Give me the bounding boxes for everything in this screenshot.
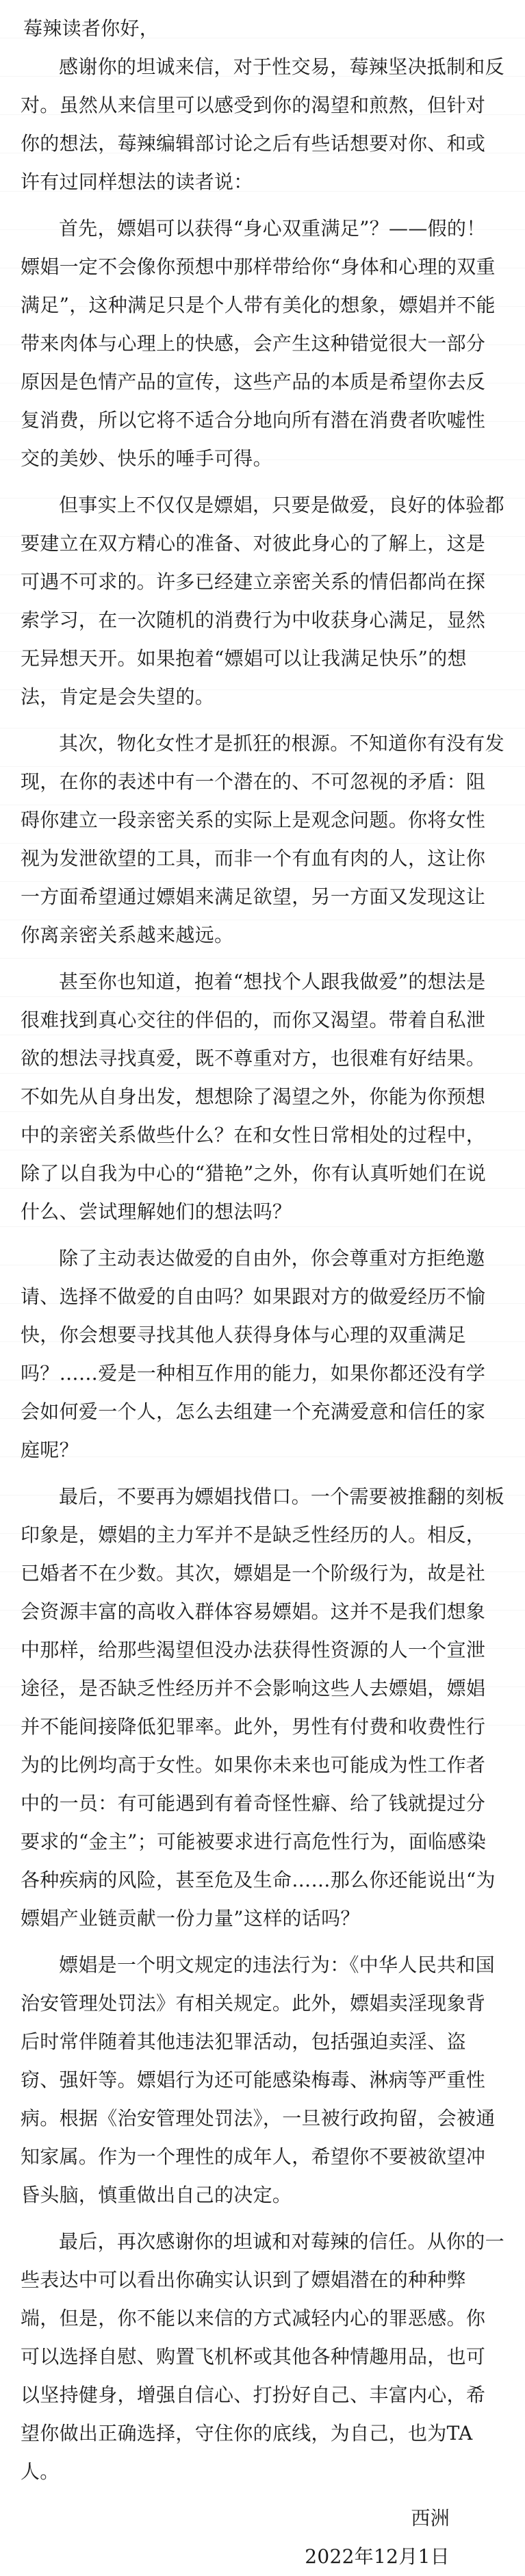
letter-closing xyxy=(21,2499,504,2576)
letter-date: 2022年12月1日 xyxy=(305,2545,450,2568)
letter-paragraph-8: 嫖娼是一个明文规定的违法行为：《中华人民共和国治安管理处罚法》有相关规定。此外，嫖娼卖淫现象背后时常伴随着其他违法犯罪活动，包括强迫卖淫、盗窃、强奸等。嫖娼行为还可能感染梅毒、淋病等严重性病。根据《治安管理处罚法》，一旦被行政拘留，会被通知家属。作为一个理性的成年人，希望你不要被欲望冲昏头脑，慎重做出自己的决定。 xyxy=(21,1954,496,2206)
letter-paragraph-1: 感谢你的坦诚来信，对于性交易，莓辣坚决抵制和反对。虽然从来信里可以感受到你的渴望和煎熬，但针对你的想法，莓辣编辑部讨论之后有些话想要对你、和或许有过同样想法的读者说： xyxy=(21,55,504,193)
letter-paragraph-6: 除了主动表达做爱的自由外，你会尊重对方拒绝邀请、选择不做爱的自由吗？如果跟对方的做爱经历不愉快，你会想要寻找其他人获得身体与心理的双重满足吗？……爱是一种相互作用的能力，如果你都还没有学会如何爱一个人，怎么去组建一个充满爱意和信任的家庭呢？ xyxy=(21,1247,486,1461)
letter-signature: 西洲 xyxy=(411,2507,450,2529)
letter-salutation: 莓辣读者你好， xyxy=(23,17,159,40)
letter-paragraph-9: 最后，再次感谢你的坦诚和对莓辣的信任。从你的一些表达中可以看出你确实认识到了嫖娼潜在的种种弊端，但是，你不能以来信的方式减轻内心的罪恶感。你可以选择自慰、购置飞机杯或其他各种情趣用品，也可以坚持健身，增强自信心、打扮好自己、丰富内心，希望你做出正确选择，守住你的底线，为自己，也为TA人。 xyxy=(21,2230,504,2483)
letter-paragraph-2: 首先，嫖娼可以获得“身心双重满足”？——假的！嫖娼一定不会像你预想中那样带给你“身体和心理的双重满足”，这种满足只是个人带有美化的想象，嫖娼并不能带来肉体与心理上的快感，会产生这种错觉很大一部分原因是色情产品的宣传，这些产品的本质是希望你去反复消费，所以它将不适合分地向所有潜在消费者吹嘘性交的美妙、快乐的唾手可得。 xyxy=(21,217,496,470)
letter-paragraph-3: 但事实上不仅仅是嫖娼，只要是做爱，良好的体验都要建立在双方精心的准备、对彼此身心的了解上，这是可遇不可求的。许多已经建立亲密关系的情侣都尚在探索学习，在一次随机的消费行为中收获身心满足，显然无异想天开。如果抱着“嫖娼可以让我满足快乐”的想法，肯定是会失望的。 xyxy=(21,494,504,708)
letter-paragraph-4: 其次，物化女性才是抓狂的根源。不知道你有没有发现，在你的表述中有一个潜在的、不可忽视的矛盾：阻碍你建立一段亲密关系的实际上是观念问题。你将女性视为发泄欲望的工具，而非一个有血有肉的人，这让你一方面希望通过嫖娼来满足欲望，另一方面又发现这让你离亲密关系越来越远。 xyxy=(21,732,504,946)
letter-paragraph-5: 甚至你也知道，抱着“想找个人跟我做爱”的想法是很难找到真心交往的伴侣的，而你又渴望。带着自私泄欲的想法寻找真爱，既不尊重对方，也很难有好结果。不如先从自身出发，想想除了渴望之外，你能为你预想中的亲密关系做些什么？在和女性日常相处的过程中，除了以自我为中心的“猎艳”之外，你有认真听她们在说什么、尝试理解她们的想法吗？ xyxy=(21,970,487,1223)
letter-paragraph-7: 最后，不要再为嫖娼找借口。一个需要被推翻的刻板印象是，嫖娼的主力军并不是缺乏性经历的人。相反，已婚者不在少数。其次，嫖娼是一个阶级行为，故是社会资源丰富的高收入群体容易嫖娼。这并不是我们想象中那样，给那些渴望但没办法获得性资源的人一个宣泄途径，是否缺乏性经历并不会影响这些人去嫖娼，嫖娼并不能间接降低犯罪率。此外，男性有付费和收费性行为的比例均高于女性。如果你未来也可能成为性工作者中的一员：有可能遇到有着奇怪性癖、给了钱就提过分要求的“金主”；可能被要求进行高危性行为，面临感染各种疾病的风险，甚至危及生命……那么你还能说出“为嫖娼产业链贡献一份力量”这样的话吗？ xyxy=(21,1485,504,1930)
